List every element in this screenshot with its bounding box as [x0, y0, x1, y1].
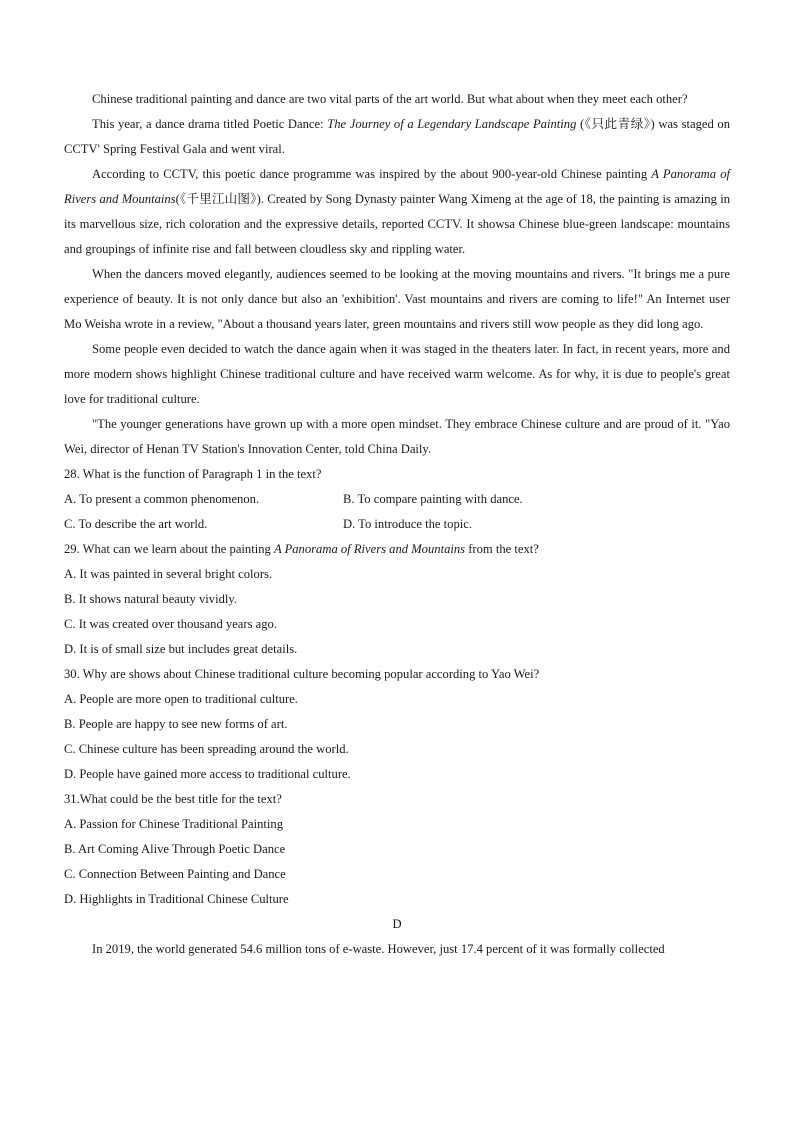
- q28-option-b: B. To compare painting with dance.: [343, 492, 523, 506]
- p2-text-a: This year, a dance drama titled Poetic Dance:: [92, 117, 328, 131]
- q31-option-b: B. Art Coming Alive Through Poetic Dance: [64, 842, 286, 856]
- p2-title-italic: The Journey of a Legendary Landscape Painting: [327, 117, 577, 131]
- q29-option-c: C. It was created over thousand years ago.: [64, 617, 277, 631]
- q29-prefix: 29. What can we learn about the painting: [64, 542, 274, 556]
- q30-option-b: B. People are happy to see new forms of art.: [64, 717, 288, 731]
- document-page: [64, 87, 730, 962]
- q30-option-c: C. Chinese culture has been spreading around the world.: [64, 742, 349, 756]
- p3-text-a: According to CCTV, this poetic dance programme was inspired by the about 900-year-old Chinese painting: [92, 167, 652, 181]
- passage-paragraph-1: [64, 87, 730, 112]
- question-28-options-row-1: [64, 487, 730, 512]
- q28-option-d: D. To introduce the topic.: [343, 517, 472, 531]
- q29-suffix: from the text?: [465, 542, 539, 556]
- q29-option-a: A. It was painted in several bright colors.: [64, 567, 273, 581]
- q29-option-d: D. It is of small size but includes great details.: [64, 642, 298, 656]
- section-d-heading: D: [392, 917, 402, 931]
- question-28-options-row-2: [64, 512, 730, 537]
- passage-paragraph-6: [64, 412, 730, 462]
- p1-text: Chinese traditional painting and dance are two vital parts of the art world. But what about when they meet each other?: [92, 92, 688, 106]
- passage-paragraph-4: [64, 262, 730, 337]
- p3-text-b: (《千里江山图》). Created by Song Dynasty painter Wang Ximeng at the age of 18, the painting is amazing in its marvellous size, rich coloration and the expressive details, reported CCTV. It showsa Chinese blue-green landscape: mountains and groupings of infinite rise and fall between cloudless sky and rippling water.: [64, 192, 730, 256]
- question-30: 30. Why are shows about Chinese traditional culture becoming popular according to Yao Wei?: [64, 667, 540, 681]
- q31-option-d: D. Highlights in Traditional Chinese Culture: [64, 892, 289, 906]
- section-d-first-line: In 2019, the world generated 54.6 million tons of e-waste. However, just 17.4 percent of it was formally collected: [92, 942, 665, 956]
- p2-text-b: (《只此青绿》) was staged on CCTV' Spring Festival Gala and went viral.: [64, 117, 730, 156]
- q30-option-a: A. People are more open to traditional culture.: [64, 692, 298, 706]
- question-28: 28. What is the function of Paragraph 1 in the text?: [64, 467, 322, 481]
- q28-option-c: C. To describe the art world.: [64, 517, 208, 531]
- q28-option-a: A. To present a common phenomenon.: [64, 492, 260, 506]
- p4-text: When the dancers moved elegantly, audiences seemed to be looking at the moving mountains and rivers. "It brings me a pure experience of beauty. It is not only dance but also an 'exhibition'. Vast mountains and rivers are coming to life!" An Internet user Mo Weisha wrote in a review, "About a thousand years later, green mountains and rivers still wow people as they did long ago.: [64, 267, 730, 331]
- p3-painting-italic: A Panorama of Rivers and Mountains: [64, 167, 731, 206]
- q29-option-b: B. It shows natural beauty vividly.: [64, 592, 238, 606]
- q31-option-c: C. Connection Between Painting and Dance: [64, 867, 286, 881]
- q29-painting-italic: A Panorama of Rivers and Mountains: [273, 542, 466, 556]
- question-29: [64, 537, 730, 562]
- q30-option-d: D. People have gained more access to traditional culture.: [64, 767, 351, 781]
- p6-text: "The younger generations have grown up with a more open mindset. They embrace Chinese culture and are proud of it. "Yao Wei, director of Henan TV Station's Innovation Center, told China Daily.: [64, 417, 730, 456]
- q31-option-a: A. Passion for Chinese Traditional Painting: [64, 817, 283, 831]
- question-31: 31.What could be the best title for the text?: [64, 792, 282, 806]
- p5-text: Some people even decided to watch the dance again when it was staged in the theaters later. In fact, in recent years, more and more modern shows highlight Chinese traditional culture and have received warm welcome. As for why, it is due to people's great love for traditional culture.: [64, 342, 730, 406]
- passage-paragraph-5: [64, 337, 730, 412]
- passage-paragraph-2: [64, 112, 730, 162]
- passage-paragraph-3: [64, 162, 730, 262]
